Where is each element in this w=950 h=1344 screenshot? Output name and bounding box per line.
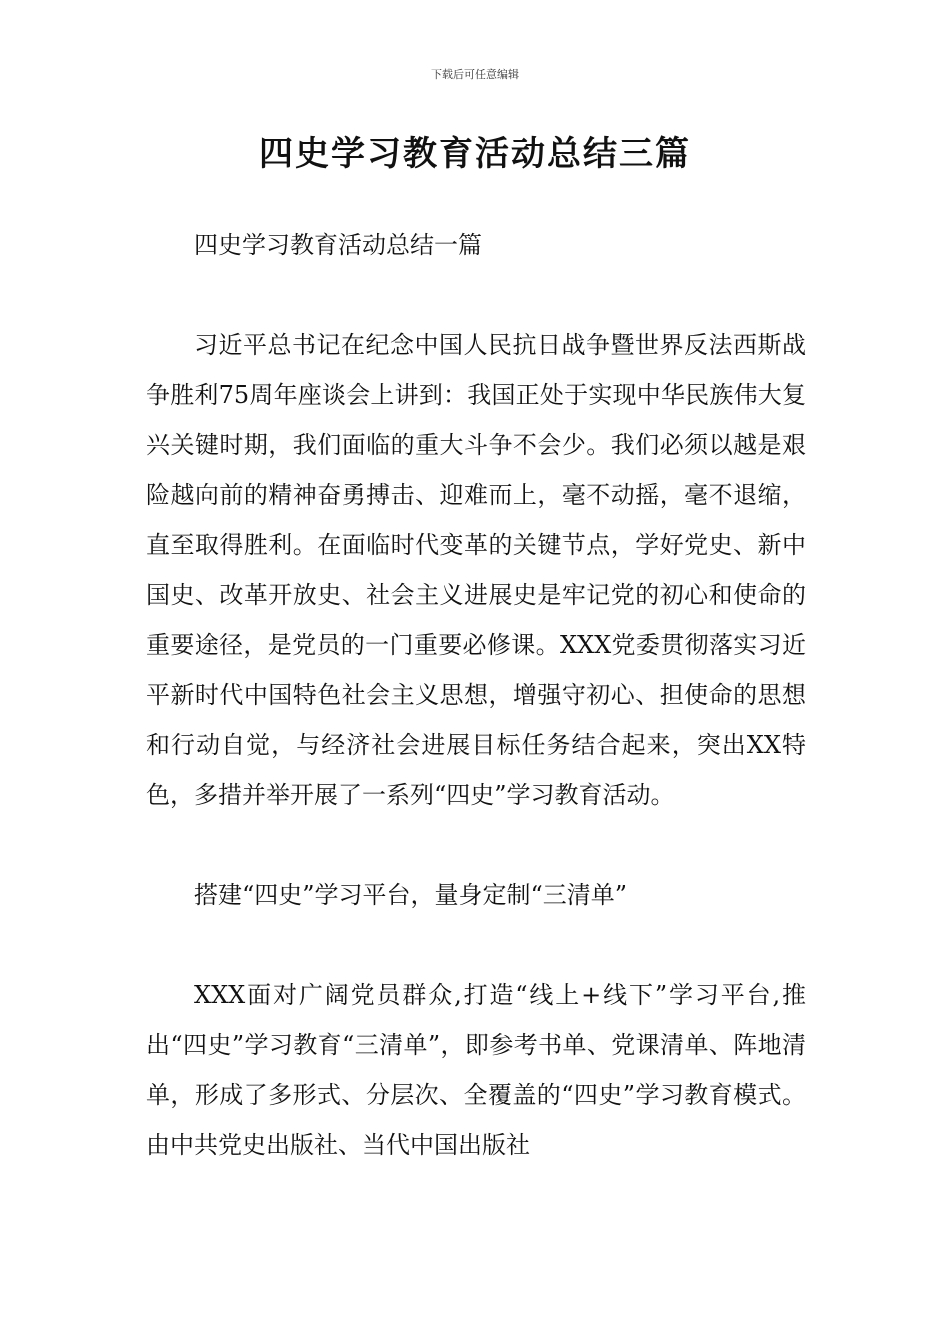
header-note: 下载后可任意编辑 xyxy=(431,68,519,81)
section-heading: 四史学习教育活动总结一篇 xyxy=(194,231,482,259)
document-body xyxy=(146,220,806,1220)
sub-heading: 搭建“四史”学习平台，量身定制“三清单” xyxy=(194,881,628,909)
paragraph: 习近平总书记在纪念中国人民抗日战争暨世界反法西斯战争胜利75周年座谈会上讲到：我国正处于实现中华民族伟大复兴关键时期，我们面临的重大斗争不会少。我们必须以越是艰险越向前的精神奋勇搏击、迎难而上，毫不动摇，毫不退缩，直至取得胜利。在面临时代变革的关键节点，学好党史、新中国史、改革开放史、社会主义进展史是牢记党的初心和使命的重要途径，是党员的一门重要必修课。XXX党委贯彻落实习近平新时代中国特色社会主义思想，增强守初心、担使命的思想和行动自觉，与经济社会进展目标任务结合起来，突出XX特色，多措并举开展了一系列“四史”学习教育活动。 xyxy=(146,331,806,809)
document-title: 四史学习教育活动总结三篇 xyxy=(259,134,691,174)
paragraph: XXX面对广阔党员群众,打造“线上+线下”学习平台,推出“四史”学习教育“三清单”，即参考书单、党课清单、阵地清单，形成了多形式、分层次、全覆盖的“四史”学习教育模式。由中共党史出版社、当代中国出版社 xyxy=(146,981,806,1159)
